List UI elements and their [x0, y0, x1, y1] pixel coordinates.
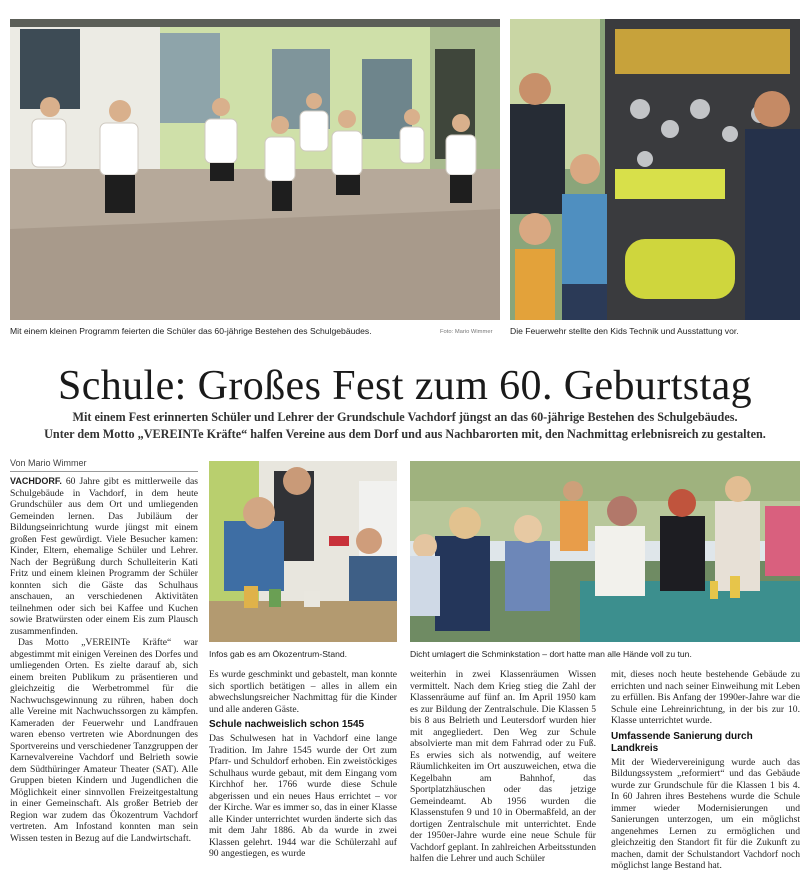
article-intro-line1: Mit einem Fest erinnerten Schüler und Lehrer der Grundschule Vachdorf jüngst an das 60-jährige Bestehen des Schulgebäudes.: [72, 410, 738, 424]
column-1-paragraph-1: [10, 476, 198, 637]
column-4-paragraph-1: mit, dieses noch heute bestehende Gebäude zu errichten und nach seiner Einweihung mit Leben zu erfüllen. Bis Anfang der 1990er-Jahre war die Schule eine Lehreinrichtung, in der bis zur 10. Klasse unterrichtet wurde.: [611, 669, 800, 726]
article-intro: [20, 409, 790, 443]
column-1-paragraph-2: Das Motto „VEREINTe Kräfte“ war abgestimmt mit einigen Vereinen des Dorfes und umliegenden Orten. Es zielte darauf ab, sich einem breiten Publikum zu präsentieren und gleichzeitig die Werbetrommel für die Nachwuchsgewinnung zu rühren, haben doch alle Vereine mit Nachwuchssorgen zu kämpfen. Kameraden der Feuerwehr und Landfrauen waren ebenso vertreten wie Abordnungen des Sportvereins und verschiedener Tanzgruppen der Karnevalvereine Vachdorf und Belrieth sowie dem Südthüringer Amateur Theater (SAT). Alle Gruppen bieten Kindern und Jugendlichen die Möglichkeit einer sinnvollen Freizeitgestaltung in einer Gemeinschaft. Als großer Betrieb der Region war zudem das Ökozentrum Vachdorf vertreten. Am Infostand konnten man sein Wissen testen in Bezug auf die Landwirtschaft.: [10, 637, 198, 844]
column-4-paragraph-2: Mit der Wiedervereinigung wurde auch das Bildungssystem „reformiert“ und das Gebäude wurde zur Grundschule für die Klassen 1 bis 4. In 60 Jahren ihres Bestehens wurde die Schule immer wieder Modernisierungen und Sanierungen unterzogen, um ein möglichst angenehmes Lernen zu ermöglichen und gleichzeitig den Standort fit für die Zukunft zu machen, damit der Schulstandort Vachdorf noch möglichst lange Bestand hat.: [611, 756, 800, 871]
article-intro-line2: Unter dem Motto „VEREINTe Kräfte“ halfen Vereine aus dem Dorf und aus Nachbarorten mit, den Nachmittag erlebnisreich zu gestalten.: [44, 427, 766, 441]
photo-caption-eco: Infos gab es am Ökozentrum-Stand.: [209, 649, 348, 659]
subheading-school-1545: Schule nachweislich schon 1545: [209, 719, 365, 730]
byline-divider: [10, 471, 198, 472]
photo-children-dancing: [10, 19, 500, 320]
photo-caption-facepaint: Dicht umlagert die Schminkstation – dort hatte man alle Hände voll zu tun.: [410, 649, 692, 659]
photo-children-dancing-image: [10, 19, 500, 320]
column-2-paragraph-1: Es wurde geschminkt und gebastelt, man konnte sich sportlich betätigen – alles in allem ein abwechslungsreicher Nachmittag für die Kinder und alle anderen Gäste.: [209, 669, 397, 715]
photo-caption-firetruck: Die Feuerwehr stellte den Kids Technik und Ausstattung vor.: [510, 326, 739, 336]
article-dateline: VACHDORF.: [10, 476, 62, 486]
column-1-paragraph-1-text: 60 Jahre gibt es mittlerweile das Schulgebäude in Vachdorf, in dem heute Grundschüler aus dem Ort und umliegenden Gemeinden lernen. Das Jubiläum der Bildungseinrichtung wurde jüngst mit einem großen Fest gewürdigt. Viele Besucher kamen: Kinder, Eltern, ehemalige Schüler und Lehrer. Nach der Begrüßung durch Schulleiterin Kati Fritz und einem kleinen Programm der Schüler konnten sich die Gäste das Schulhaus anschauen, an verschiedenen Aktivitäten teilnehmen oder sich bei Kaffee und Kuchen sowie Bratwürsten oder einem Eis zum Plausch zusammenfinden.: [10, 476, 198, 637]
subheading-renovation: Umfassende Sanierung durch Landkreis: [611, 730, 753, 754]
photo-credit: Foto: Mario Wimmer: [440, 329, 493, 335]
photo-eco-centre-stand: [209, 461, 397, 642]
photo-fire-brigade-image: [510, 19, 800, 320]
article-column-4: [611, 669, 800, 881]
article-column-2: [209, 669, 397, 881]
photo-eco-centre-image: [209, 461, 397, 642]
column-2-paragraph-2: Das Schulwesen hat in Vachdorf eine lange Tradition. Im Jahre 1545 wurde der Ort zum Pfarr- und Schuldorf erhoben. Ein zweistöckiges Schulhaus wurde gebaut, mit dem Eingang vom Kirchhof her. 1766 wurde diese Schule abgerissen und ein neues Haus errichtet – vor der Kirche. War es immer so, das in einer Klasse alle Kinder unterrichtet wurden änderte sich das mit dem Jahr 1886. Ab da wurde in zwei Klassen gelehrt. 1944 war die Schülerzahl auf 90 angestiegen, es wurde: [209, 733, 397, 859]
article-byline: Von Mario Wimmer: [10, 458, 87, 468]
article-headline: Schule: Großes Fest zum 60. Geburtstag: [57, 363, 753, 409]
article-column-3: [410, 669, 596, 881]
photo-fire-brigade: [510, 19, 800, 320]
photo-caption-dance: Mit einem kleinen Programm feierten die Schüler das 60-jährige Bestehen des Schulgebäudes.: [10, 326, 372, 336]
photo-face-paint-station: [410, 461, 800, 642]
photo-face-paint-image: [410, 461, 800, 642]
column-3-paragraph-1: weiterhin in zwei Klassenräumen Wissen vermittelt. Nach dem Krieg stieg die Zahl der Klassenräume auf fünf an. Im April 1950 kam es zur Bildung der Zentralschule. Die Klassen 5 bis 8 aus Belrieth und Leutersdorf wurden hier mit angegliedert. Den Weg zur Schule absolvierte man mit dem Fahrrad oder zu Fuß. Es erwies sich als notwendig, auf weitere Räumlichkeiten im Ort auszuweichen, etwa die Kegelbahn am Bahnhof, das Sportplatzhäuschen oder das jetzige Gemeindeamt. Ab 1956 wurden die Klassenstufen 9 und 10 in Obermaßfeld, an der dortigen Zentralschule mit unterrichtet. Ende der 1950er-Jahre wurde eine neue Schule für Vachdorf geplant. In zahlreichen Arbeitsstunden halfen die Lehrer und auch Schüler: [410, 669, 596, 864]
article-column-1: [10, 476, 198, 880]
